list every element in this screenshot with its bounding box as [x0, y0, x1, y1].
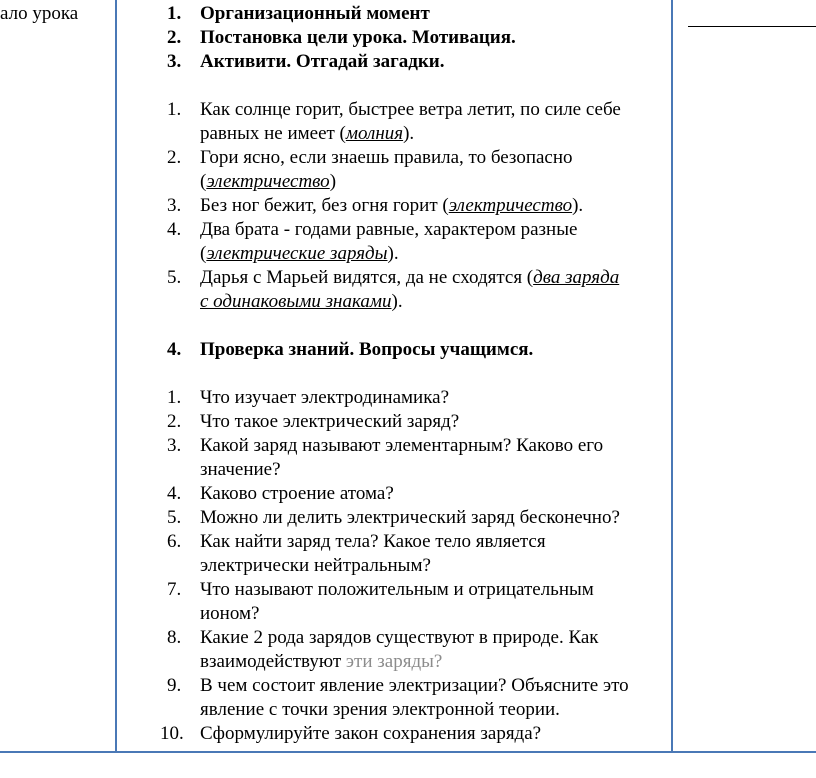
riddle-answer: электричество [448, 195, 573, 216]
riddle-item: 5. Дарья с Марьей видятся, да не сходятся (два заряда с одинаковыми знаками). [167, 267, 620, 312]
riddle-item: 4. Два брата - годами равные, характером разные (электрические заряды). [167, 219, 578, 264]
riddle-answer: электрические заряды [206, 243, 388, 264]
riddle-answer: два заряда [533, 267, 620, 288]
question-item: 6. Как найти заряд тела? Какое тело является электрически нейтральным? [167, 531, 546, 576]
question-item: 3. Какой заряд называют элементарным? Каково его значение? [167, 435, 604, 480]
stage-label: ало урока [0, 3, 79, 24]
right-cell-underline [688, 26, 816, 27]
riddle-answer: электричество [206, 171, 330, 192]
question-item: 8. Какие 2 рода зарядов существуют в природе. Как взаимодействуют эти заряды? [167, 627, 599, 672]
question-item: 2. Что такое электрический заряд? [167, 411, 460, 432]
table-bottom-border [0, 751, 816, 753]
question-item: 1. Что изучает электродинамика? [167, 387, 450, 408]
lesson-content [120, 2, 680, 746]
question-item: 4. Каково строение атома? [167, 483, 394, 504]
stage-item: 1. Организационный момент [167, 3, 430, 24]
question-item: 9. В чем состоит явление электризации? Объясните это явление с точки зрения электронной теории. [167, 675, 629, 720]
stage-item: 2. Постановка цели урока. Мотивация. [167, 27, 516, 48]
column-divider-left [115, 0, 117, 753]
section-heading: 4. Проверка знаний. Вопросы учащимся. [167, 339, 534, 360]
riddle-item: 3. Без ног бежит, без огня горит (электричество). [167, 195, 584, 216]
riddle-answer: с одинаковыми знаками [200, 291, 392, 312]
faded-text: эти заряды? [345, 651, 443, 672]
question-item: 10. Сформулируйте закон сохранения заряда? [160, 723, 542, 744]
riddle-item: 2. Гори ясно, если знаешь правила, то безопасно (электричество) [167, 147, 573, 192]
riddle-item: 1. Как солнце горит, быстрее ветра летит, по силе себе равных не имеет (молния). [167, 99, 621, 144]
riddle-answer: молния [345, 123, 404, 144]
question-item: 7. Что называют положительным и отрицательным ионом? [167, 579, 594, 624]
question-item: 5. Можно ли делить электрический заряд бесконечно? [167, 507, 620, 528]
stage-item: 3. Активити. Отгадай загадки. [167, 51, 445, 72]
